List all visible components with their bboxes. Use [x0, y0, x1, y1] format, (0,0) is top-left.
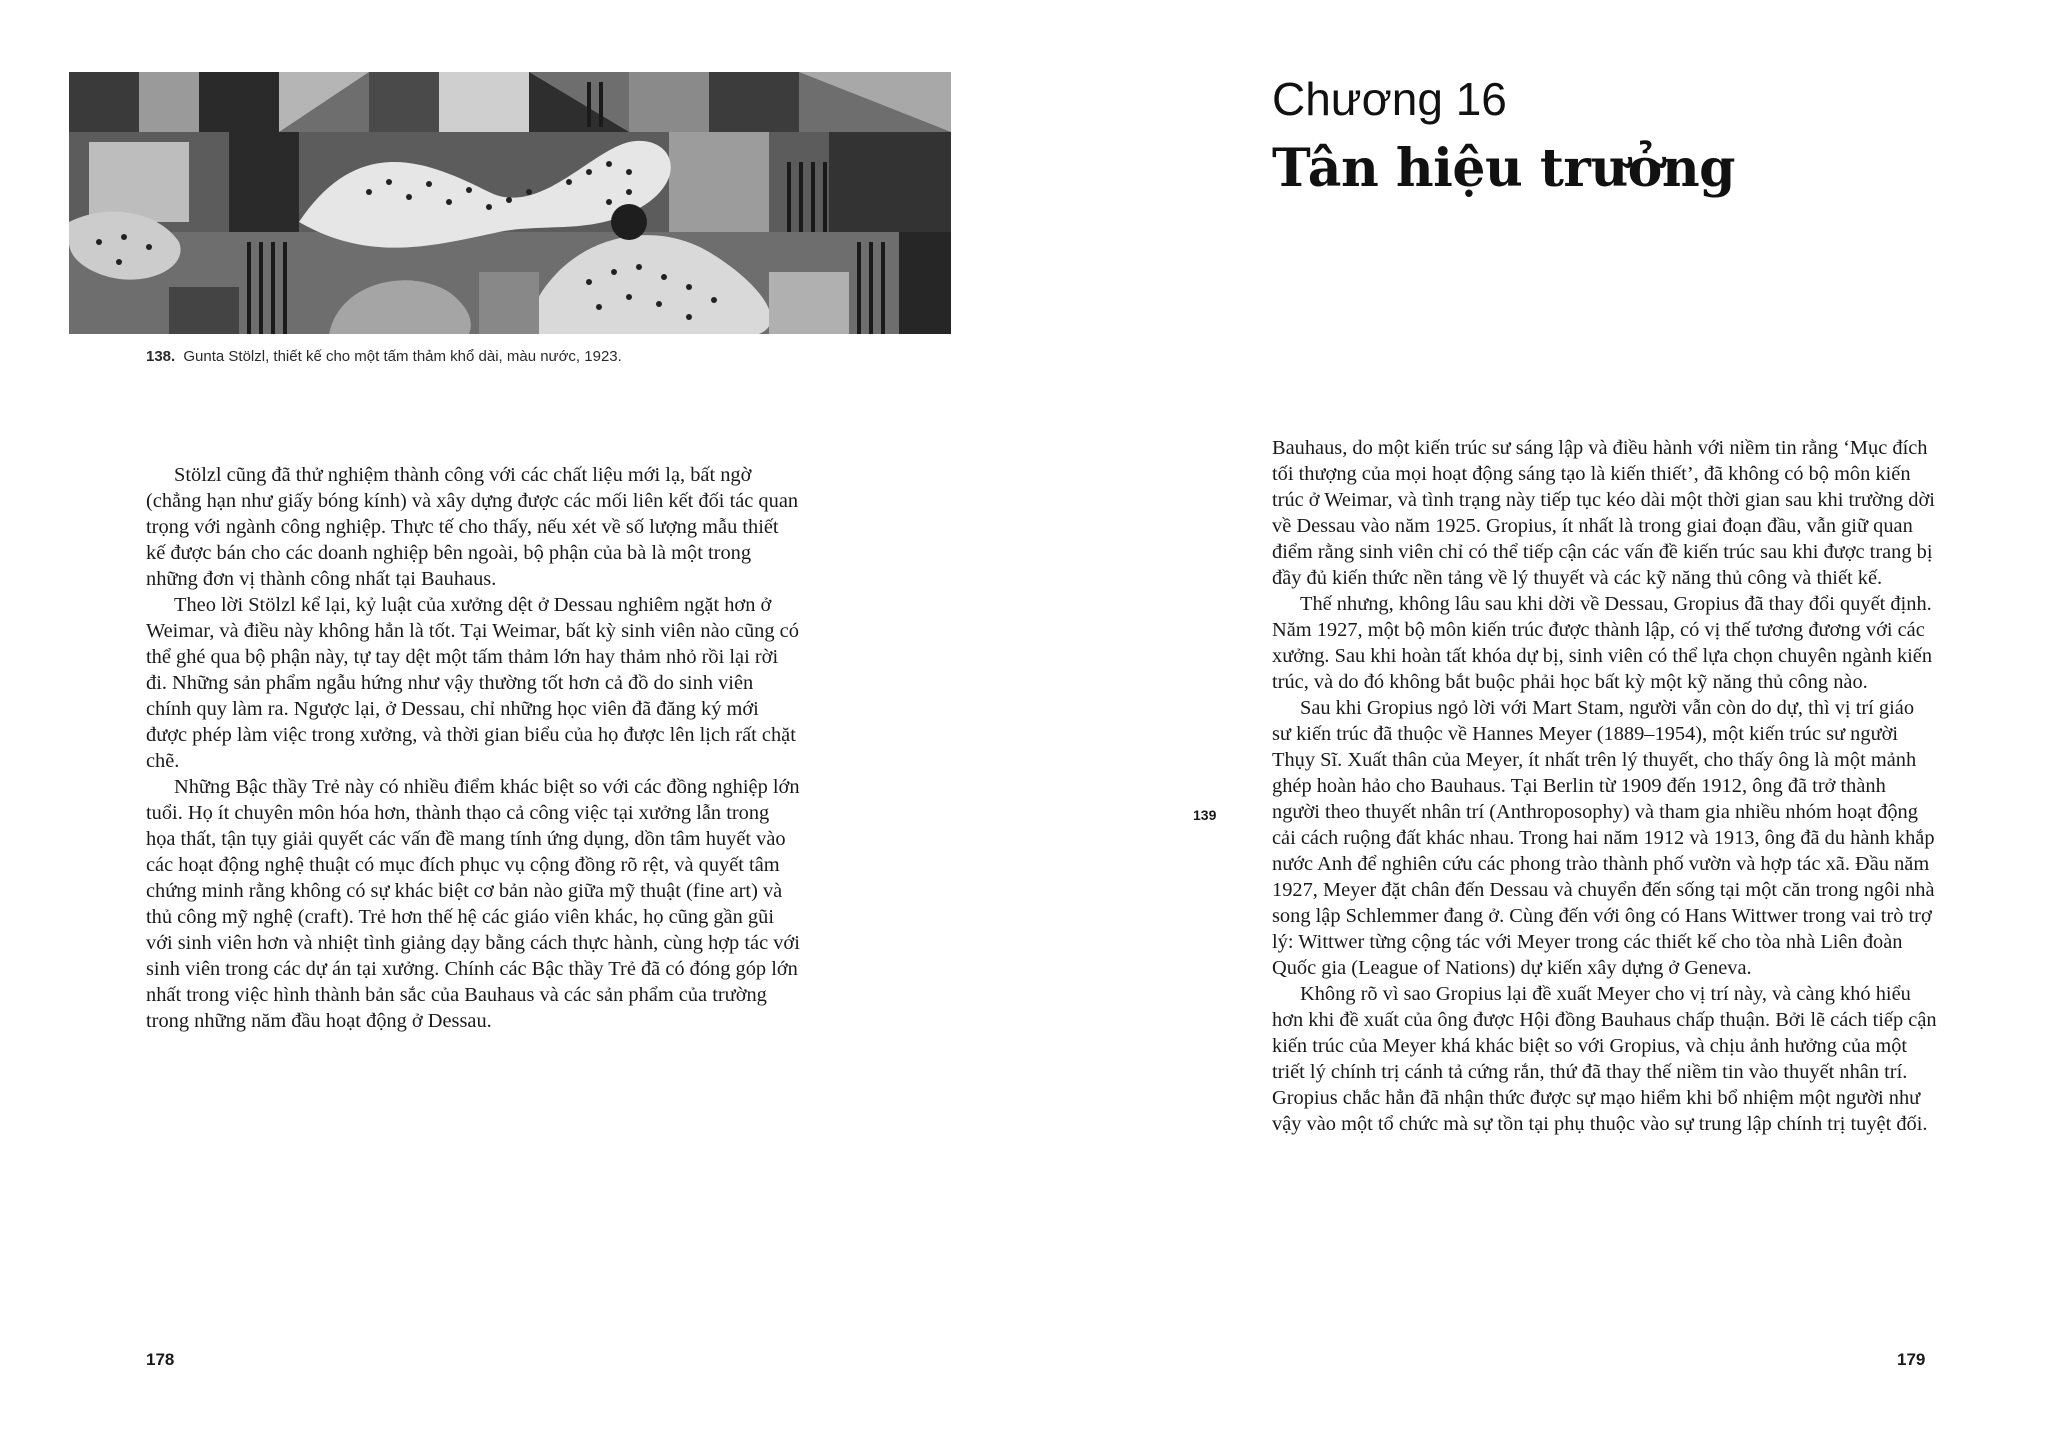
tapestry-illustration — [69, 72, 951, 334]
figure-caption-text: Gunta Stölzl, thiết kế cho một tấm thảm khổ dài, màu nước, 1923. — [183, 348, 622, 365]
right-body-text — [1272, 435, 1937, 1137]
page-number-left: 178 — [146, 1350, 175, 1369]
page-number-right: 179 — [1897, 1350, 1926, 1369]
figure-caption — [146, 348, 946, 365]
paragraph: Những Bậc thầy Trẻ này có nhiều điểm khác biệt so với các đồng nghiệp lớn tuổi. Họ ít chuyên môn hóa hơn, thành thạo cả công việc tại xưởng lẫn trong họa thất, tận tụy giải quyết các vấn đề mang tính ứng dụng, dồn tâm huyết vào các hoạt động nghệ thuật có mục đích phục vụ cộng đồng rõ rệt, và quyết tâm chứng minh rằng không có sự khác biệt cơ bản nào giữa mỹ thuật (fine art) và thủ công mỹ nghệ (craft). Trẻ hơn thế hệ các giáo viên khác, họ cũng gần gũi với sinh viên hơn và nhiệt tình giảng dạy bằng cách thực hành, cùng hợp tác với sinh viên trong các dự án tại xưởng. Chính các Bậc thầy Trẻ đã có đóng góp lớn nhất trong việc hình thành bản sắc của Bauhaus và các sản phẩm của trường trong những năm đầu hoạt động ở Dessau. — [146, 776, 800, 1032]
paragraph: Sau khi Gropius ngỏ lời với Mart Stam, người vẫn còn do dự, thì vị trí giáo sư kiến trúc đã thuộc về Hannes Meyer (1889–1954), một kiến trúc sư người Thụy Sĩ. Xuất thân của Meyer, ít nhất trên lý thuyết, cho thấy ông là một mảnh ghép hoàn hảo cho Bauhaus. Tại Berlin từ 1909 đến 1912, ông đã trở thành người theo thuyết nhân trí (Anthroposophy) và tham gia nhiều nhóm hoạt động cải cách ruộng đất khác nhau. Trong hai năm 1912 và 1913, ông đã du hành khắp nước Anh để nghiên cứu các phong trào thành phố vườn và hợp tác xã. Đầu năm 1927, Meyer đặt chân đến Dessau và chuyển đến sống tại một căn trong ngôi nhà song lập Schlemmer đang ở. Cùng đến với ông có Hans Wittwer trong vai trò trợ lý: Wittwer từng cộng tác với Meyer trong các thiết kế cho tòa nhà Liên đoàn Quốc gia (League of Nations) dự kiến xây dựng ở Geneva. — [1272, 697, 1935, 979]
paragraph: Stölzl cũng đã thử nghiệm thành công với các chất liệu mới lạ, bất ngờ (chẳng hạn như giấy bóng kính) và xây dựng được các mối liên kết đối tác quan trọng với ngành công nghiệp. Thực tế cho thấy, nếu xét về số lượng mẫu thiết kế được bán cho các doanh nghiệp bên ngoài, bộ phận của bà là một trong những đơn vị thành công nhất tại Bauhaus. — [146, 464, 799, 590]
paragraph: Bauhaus, do một kiến trúc sư sáng lập và điều hành với niềm tin rằng ‘Mục đích tối thượng của mọi hoạt động sáng tạo là kiến thiết’, đã không có bộ môn kiến trúc ở Weimar, và tình trạng này tiếp tục kéo dài một thời gian sau khi trường dời về Dessau vào năm 1925. Gropius, ít nhất là trong giai đoạn đầu, vẫn giữ quan điểm rằng sinh viên chỉ có thể tiếp cận các vấn đề kiến trúc sau khi được trang bị đầy đủ kiến thức nền tảng về lý thuyết và các kỹ năng thủ công và thiết kế. — [1272, 437, 1935, 589]
figure-number: 138. — [146, 348, 176, 365]
paragraph: Không rõ vì sao Gropius lại đề xuất Meyer cho vị trí này, và càng khó hiểu hơn khi đề xuất của ông được Hội đồng Bauhaus chấp thuận. Bởi lẽ cách tiếp cận kiến trúc của Meyer khá khác biệt so với Gropius, và chịu ảnh hưởng của một triết lý chính trị cánh tả cứng rắn, thứ đã thay thế niềm tin vào thuyết nhân trí. Gropius chắc hẳn đã nhận thức được sự mạo hiểm khi bổ nhiệm một người như vậy vào một tổ chức mà sự tồn tại phụ thuộc vào sự trung lập chính trị tuyệt đối. — [1272, 983, 1937, 1135]
paragraph: Theo lời Stölzl kể lại, kỷ luật của xưởng dệt ở Dessau nghiêm ngặt hơn ở Weimar, và điều này không hẳn là tốt. Tại Weimar, bất kỳ sinh viên nào cũng có thể ghé qua bộ phận này, tự tay dệt một tấm thảm lớn hay thảm nhỏ rồi lại rời đi. Những sản phẩm ngẫu hứng như vậy thường tốt hơn cả đồ do sinh viên chính quy làm ra. Ngược lại, ở Dessau, chỉ những học viên đã đăng ký mới được phép làm việc trong xưởng, và thời gian biểu của họ được lên lịch rất chặt chẽ. — [146, 594, 799, 772]
chapter-label: Chương 16 — [1272, 73, 1507, 125]
left-body-text — [146, 462, 801, 1034]
paragraph: Thế nhưng, không lâu sau khi dời về Dessau, Gropius đã thay đổi quyết định. Năm 1927, một bộ môn kiến trúc được thành lập, có vị thế tương đương với các xưởng. Sau khi hoàn tất khóa dự bị, sinh viên có thể lựa chọn chuyên ngành kiến trúc, và do đó không bắt buộc phải học bất kỳ một kỹ năng thủ công nào. — [1272, 593, 1933, 693]
chapter-title: Tân hiệu trưởng — [1272, 138, 1735, 199]
margin-figure-reference: 139 — [1193, 807, 1217, 823]
